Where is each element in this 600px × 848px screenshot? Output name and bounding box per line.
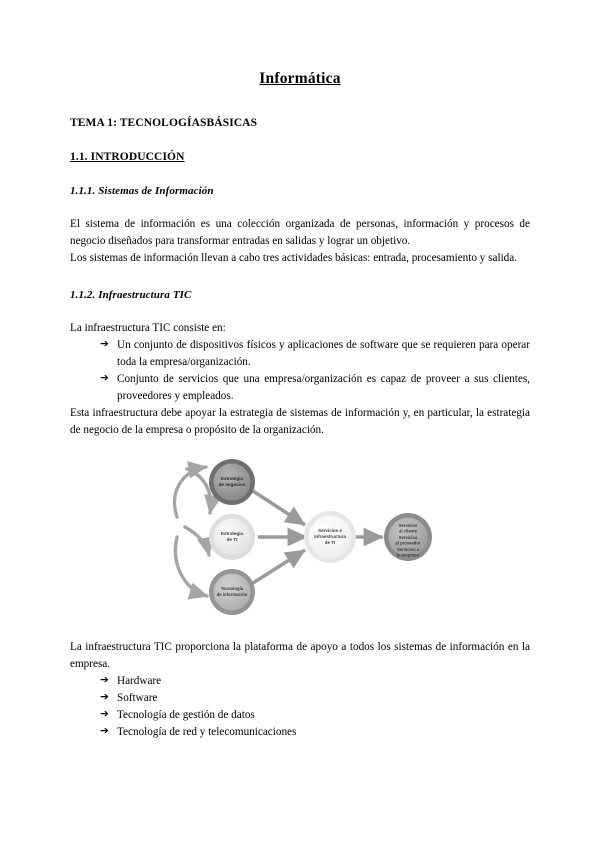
list-item <box>100 337 530 371</box>
paragraph-sistemas-informacion-1: El sistema de información es una colección organizada de personas, información y procesos de negocio diseñados para transformar entradas en salidas y lograr un objetivo. <box>70 218 530 248</box>
list-item-label: Tecnología de gestión de datos <box>117 709 255 722</box>
page-title: Informática <box>259 70 341 87</box>
node-label-line-1: Estrategia <box>220 531 244 537</box>
list-item <box>100 371 530 405</box>
infraestructura-tic-diagram <box>165 455 435 620</box>
list-item-label: Hardware <box>117 675 162 688</box>
node-label-line-3: Servicios <box>398 535 418 541</box>
list-item <box>100 707 530 724</box>
arrow-estrategia-negocios-to-centro <box>253 491 305 525</box>
arrow-tecnologia-to-centro <box>253 550 305 583</box>
list-item <box>100 673 530 690</box>
node-label-line-2: al cliente <box>399 528 417 534</box>
node-label-line-4: al proveedor <box>395 540 421 546</box>
node-label-line-1: Estrategia <box>220 476 244 482</box>
arrow-bullet-icon: ➔ <box>100 674 109 687</box>
paragraph-plataforma: La infraestructura TIC proporciona la plataforma de apoyo a todos los sistemas de información en la empresa. <box>70 641 530 671</box>
plataforma-bullet-list <box>70 673 530 741</box>
node-label-line-2: de información <box>216 592 248 598</box>
list-item <box>100 690 530 707</box>
diagram-curved-connectors <box>175 467 211 596</box>
list-item-label: Un conjunto de dispositivos físicos y aplicaciones de software que se requieren para operar toda la empresa/organización. <box>117 339 530 369</box>
section-heading-1-1-2: 1.1.2. Infraestructura TIC <box>70 289 192 302</box>
node-label-line-1: Servicios e <box>318 528 342 534</box>
diagram-node-tecnologia-informacion <box>209 569 255 615</box>
diagram-node-estrategia-ti <box>209 514 255 560</box>
list-item-label: Software <box>117 692 158 705</box>
list-item-label: Conjunto de servicios que una empresa/organización es capaz de proveer a sus clientes, proveedores y empleados. <box>117 373 530 403</box>
section-heading-1-1: 1.1. INTRODUCCIÓN <box>70 151 185 163</box>
diagram-container <box>70 439 530 620</box>
arrow-bullet-icon: ➔ <box>100 691 109 704</box>
arrow-bullet-icon: ➔ <box>100 708 109 721</box>
list-item-label: Tecnología de red y telecomunicaciones <box>117 726 297 739</box>
node-label-line-2: de TI <box>226 537 238 543</box>
paragraph-infraestructura-intro: La infraestructura TIC consiste en: <box>70 322 226 335</box>
node-label-line-3: de TI <box>324 540 336 546</box>
diagram-node-estrategia-negocios <box>209 459 255 505</box>
paragraph-infraestructura-closing: Esta infraestructura debe apoyar la estrategia de sistemas de información y, en particular, la estrategia de negocio de la empresa o propósito de la organización. <box>70 407 530 437</box>
arrow-bullet-icon: ➔ <box>100 372 109 385</box>
node-label-line-1: Servicios <box>398 523 418 529</box>
infraestructura-bullet-list <box>70 337 530 405</box>
arrow-bullet-icon: ➔ <box>100 725 109 738</box>
node-label-line-1: Tecnología <box>220 586 244 592</box>
diagram-node-servicios-destinatarios <box>384 513 432 561</box>
arrow-bullet-icon: ➔ <box>100 338 109 351</box>
diagram-node-servicios-infraestructura-ti <box>304 511 356 563</box>
node-label-line-5: Servicios a <box>396 547 420 553</box>
node-label-line-2: Infraestructura <box>314 534 346 540</box>
tema-heading: TEMA 1: TECNOLOGÍASBÁSICAS <box>70 117 258 129</box>
section-heading-1-1-1: 1.1.1. Sistemas de Información <box>70 185 214 197</box>
paragraph-sistemas-informacion-2: Los sistemas de información llevan a cabo tres actividades básicas: entrada, procesamiento y salida. <box>70 252 518 265</box>
node-label-line-6: la empresa <box>397 552 419 558</box>
node-label-line-2: de negocios <box>218 482 246 488</box>
list-item <box>100 724 530 741</box>
